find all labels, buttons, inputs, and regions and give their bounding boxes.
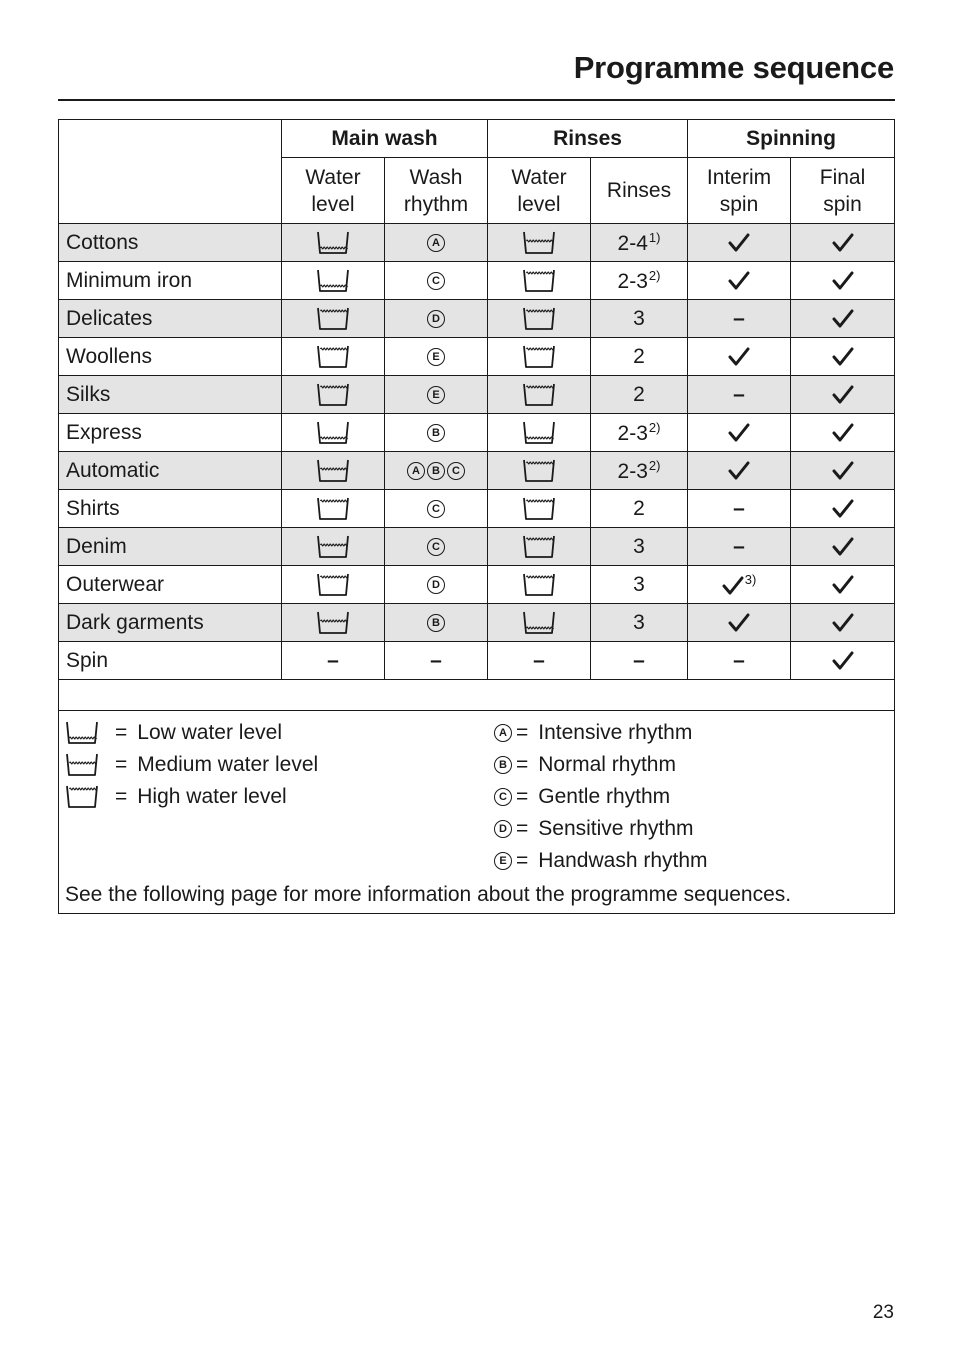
group-header-spinning: Spinning bbox=[688, 120, 895, 158]
rinses-count: 2 bbox=[633, 496, 645, 520]
legend-label: Medium water level bbox=[137, 753, 319, 776]
check-icon bbox=[832, 347, 854, 367]
rinses-count: 2-3 bbox=[617, 269, 648, 293]
programme-name: Cottons bbox=[59, 224, 282, 262]
high-water-level-icon bbox=[65, 784, 99, 810]
check-icon bbox=[728, 271, 750, 291]
rinses-count: 3 bbox=[633, 306, 645, 330]
rinse-water-level-cell bbox=[488, 262, 591, 300]
final-spin-cell bbox=[791, 604, 895, 642]
programme-name: Silks bbox=[59, 376, 282, 414]
high-water-level-icon bbox=[522, 496, 556, 522]
programme-name: Minimum iron bbox=[59, 262, 282, 300]
table-row bbox=[59, 414, 895, 452]
legend-rhythms bbox=[493, 717, 708, 877]
rinses-count: 2-3 bbox=[617, 459, 648, 483]
subheader-water-level bbox=[282, 158, 385, 224]
final-spin-cell bbox=[791, 566, 895, 604]
legend-note: See the following page for more information about the programme sequences. bbox=[65, 883, 792, 906]
rinse-water-level-cell bbox=[488, 452, 591, 490]
wash-water-level-cell bbox=[282, 262, 385, 300]
final-spin-cell bbox=[791, 262, 895, 300]
programme-name: Shirts bbox=[59, 490, 282, 528]
rinses-count: 2-3 bbox=[617, 421, 648, 445]
interim-spin-cell bbox=[688, 452, 791, 490]
dash-symbol: – bbox=[733, 648, 745, 672]
final-spin-cell bbox=[791, 490, 895, 528]
high-water-level-icon bbox=[316, 382, 350, 408]
rinse-water-level-cell bbox=[488, 528, 591, 566]
rhythm-b-icon: B bbox=[427, 424, 445, 442]
rinses-count-cell bbox=[591, 262, 688, 300]
footnote-marker: 3) bbox=[744, 571, 757, 587]
final-spin-cell bbox=[791, 528, 895, 566]
rhythm-b-icon: B bbox=[494, 756, 512, 774]
interim-spin-cell bbox=[688, 604, 791, 642]
equals-sign: = bbox=[516, 849, 529, 872]
footnote-marker: 2) bbox=[648, 457, 661, 473]
dash-symbol: – bbox=[430, 648, 442, 672]
legend-label: Handwash rhythm bbox=[538, 849, 708, 872]
legend bbox=[59, 711, 895, 914]
rhythm-d-icon: D bbox=[494, 820, 512, 838]
rhythm-a-icon: A bbox=[407, 462, 425, 480]
wash-water-level-cell bbox=[282, 300, 385, 338]
equals-sign: = bbox=[516, 785, 529, 808]
table-row bbox=[59, 490, 895, 528]
rhythm-c-icon: C bbox=[494, 788, 512, 806]
wash-rhythm-cell bbox=[385, 490, 488, 528]
medium-water-level-icon bbox=[316, 610, 350, 636]
table-row bbox=[59, 338, 895, 376]
interim-spin-cell bbox=[688, 262, 791, 300]
interim-spin-cell bbox=[688, 300, 791, 338]
low-water-level-icon bbox=[522, 610, 556, 636]
wash-rhythm-cell bbox=[385, 642, 488, 680]
dash-symbol: – bbox=[733, 382, 745, 406]
medium-water-level-icon bbox=[65, 752, 99, 778]
rinses-count-cell bbox=[591, 528, 688, 566]
high-water-level-icon bbox=[522, 572, 556, 598]
check-icon bbox=[832, 423, 854, 443]
high-water-level-icon bbox=[522, 458, 556, 484]
rinses-count: 3 bbox=[633, 610, 645, 634]
table-row bbox=[59, 224, 895, 262]
rinses-count-cell bbox=[591, 414, 688, 452]
high-water-level-icon bbox=[522, 534, 556, 560]
equals-sign: = bbox=[115, 721, 128, 744]
low-water-level-icon bbox=[316, 268, 350, 294]
high-water-level-icon bbox=[522, 382, 556, 408]
wash-rhythm-cell bbox=[385, 300, 488, 338]
group-header-rinses: Rinses bbox=[488, 120, 688, 158]
check-icon bbox=[832, 613, 854, 633]
interim-spin-cell bbox=[688, 414, 791, 452]
table-row bbox=[59, 452, 895, 490]
check-icon bbox=[832, 651, 854, 671]
wash-water-level-cell bbox=[282, 642, 385, 680]
wash-rhythm-cell bbox=[385, 414, 488, 452]
wash-rhythm-cell bbox=[385, 452, 488, 490]
high-water-level-icon bbox=[316, 306, 350, 332]
wash-water-level-cell bbox=[282, 414, 385, 452]
table-row bbox=[59, 528, 895, 566]
wash-rhythm-cell bbox=[385, 604, 488, 642]
subheader-line: Water bbox=[511, 165, 567, 189]
legend-water-levels bbox=[65, 717, 318, 813]
final-spin-cell bbox=[791, 376, 895, 414]
title-rule bbox=[58, 99, 895, 101]
rinse-water-level-cell bbox=[488, 224, 591, 262]
wash-water-level-cell bbox=[282, 376, 385, 414]
table-row bbox=[59, 642, 895, 680]
legend-item bbox=[65, 717, 318, 749]
rhythm-c-icon: C bbox=[427, 500, 445, 518]
subheader-line: Wash bbox=[409, 165, 463, 189]
interim-spin-cell bbox=[688, 224, 791, 262]
rinses-count-cell bbox=[591, 604, 688, 642]
high-water-level-icon bbox=[522, 268, 556, 294]
page-title: Programme sequence bbox=[573, 50, 894, 85]
rinses-count-cell bbox=[591, 566, 688, 604]
check-icon bbox=[832, 271, 854, 291]
final-spin-cell bbox=[791, 642, 895, 680]
page-number: 23 bbox=[872, 1302, 894, 1323]
rinses-count: 2 bbox=[633, 344, 645, 368]
dash-symbol: – bbox=[733, 306, 745, 330]
footnote-marker: 1) bbox=[648, 229, 661, 245]
subheader-rinses bbox=[591, 158, 688, 224]
rinses-count-cell bbox=[591, 642, 688, 680]
interim-spin-cell bbox=[688, 490, 791, 528]
interim-spin-cell bbox=[688, 566, 791, 604]
legend-label: Intensive rhythm bbox=[538, 721, 693, 744]
high-water-level-icon bbox=[316, 496, 350, 522]
check-icon bbox=[832, 309, 854, 329]
high-water-level-icon bbox=[522, 344, 556, 370]
dash-symbol: – bbox=[327, 648, 339, 672]
rhythm-e-icon: E bbox=[427, 386, 445, 404]
rinses-count: 2 bbox=[633, 382, 645, 406]
rhythm-b-icon: B bbox=[427, 614, 445, 632]
legend-label: Normal rhythm bbox=[538, 753, 676, 776]
equals-sign: = bbox=[516, 721, 529, 744]
group-header-main-wash: Main wash bbox=[282, 120, 488, 158]
rinse-water-level-cell bbox=[488, 490, 591, 528]
check-icon bbox=[728, 613, 750, 633]
rinses-count: 2-4 bbox=[617, 231, 648, 255]
legend-item bbox=[493, 845, 708, 877]
interim-spin-cell bbox=[688, 528, 791, 566]
legend-item bbox=[493, 749, 708, 781]
legend-label: Low water level bbox=[137, 721, 282, 744]
rinse-water-level-cell bbox=[488, 338, 591, 376]
dash-symbol: – bbox=[533, 648, 545, 672]
wash-water-level-cell bbox=[282, 224, 385, 262]
rinse-water-level-cell bbox=[488, 604, 591, 642]
rinse-water-level-cell bbox=[488, 300, 591, 338]
subheader-interim-spin bbox=[688, 158, 791, 224]
equals-sign: = bbox=[516, 817, 529, 840]
programme-name: Woollens bbox=[59, 338, 282, 376]
low-water-level-icon bbox=[65, 720, 99, 746]
dash-symbol: – bbox=[733, 534, 745, 558]
subheader-final-spin bbox=[791, 158, 895, 224]
check-icon bbox=[832, 537, 854, 557]
programme-table bbox=[58, 119, 895, 914]
programme-name: Dark garments bbox=[59, 604, 282, 642]
legend-item bbox=[493, 781, 708, 813]
check-icon bbox=[728, 423, 750, 443]
rinse-water-level-cell bbox=[488, 642, 591, 680]
medium-water-level-icon bbox=[316, 458, 350, 484]
subheader-line: Final bbox=[819, 165, 866, 189]
rhythm-a-icon: A bbox=[494, 724, 512, 742]
subheader-line: Rinses bbox=[606, 179, 672, 202]
final-spin-cell bbox=[791, 452, 895, 490]
check-icon bbox=[722, 576, 744, 596]
wash-rhythm-cell bbox=[385, 528, 488, 566]
rinse-water-level-cell bbox=[488, 376, 591, 414]
rhythm-b-icon: B bbox=[427, 462, 445, 480]
legend-item bbox=[65, 781, 318, 813]
interim-spin-cell bbox=[688, 338, 791, 376]
equals-sign: = bbox=[516, 753, 529, 776]
high-water-level-icon bbox=[316, 344, 350, 370]
wash-water-level-cell bbox=[282, 604, 385, 642]
subheader-line: Interim bbox=[706, 165, 772, 189]
rinses-count: 3 bbox=[633, 534, 645, 558]
wash-water-level-cell bbox=[282, 528, 385, 566]
check-icon bbox=[832, 385, 854, 405]
programme-name: Outerwear bbox=[59, 566, 282, 604]
equals-sign: = bbox=[115, 785, 128, 808]
check-icon bbox=[832, 233, 854, 253]
check-icon bbox=[832, 499, 854, 519]
footnote-marker: 2) bbox=[648, 267, 661, 283]
spacer-row bbox=[59, 680, 895, 711]
legend-label: Gentle rhythm bbox=[538, 785, 671, 808]
dash-symbol: – bbox=[733, 496, 745, 520]
rhythm-c-icon: C bbox=[447, 462, 465, 480]
final-spin-cell bbox=[791, 414, 895, 452]
subheader-line: Water bbox=[305, 165, 361, 189]
legend-label: Sensitive rhythm bbox=[538, 817, 694, 840]
rhythm-c-icon: C bbox=[427, 272, 445, 290]
rhythm-e-icon: E bbox=[427, 348, 445, 366]
subheader-line: level bbox=[311, 192, 355, 216]
medium-water-level-icon bbox=[522, 230, 556, 256]
check-icon bbox=[728, 347, 750, 367]
table-row bbox=[59, 566, 895, 604]
programme-name: Express bbox=[59, 414, 282, 452]
programme-name: Denim bbox=[59, 528, 282, 566]
programme-name: Automatic bbox=[59, 452, 282, 490]
corner-cell bbox=[59, 120, 282, 224]
wash-water-level-cell bbox=[282, 452, 385, 490]
subheader-line: rhythm bbox=[403, 192, 469, 216]
rhythm-d-icon: D bbox=[427, 576, 445, 594]
rinses-count: 3 bbox=[633, 572, 645, 596]
check-icon bbox=[832, 575, 854, 595]
rhythm-a-icon: A bbox=[427, 234, 445, 252]
table-row bbox=[59, 376, 895, 414]
rinses-count-cell bbox=[591, 338, 688, 376]
low-water-level-icon bbox=[316, 230, 350, 256]
low-water-level-icon bbox=[316, 420, 350, 446]
medium-water-level-icon bbox=[316, 534, 350, 560]
wash-rhythm-cell bbox=[385, 376, 488, 414]
equals-sign: = bbox=[115, 753, 128, 776]
wash-rhythm-cell bbox=[385, 338, 488, 376]
rinse-water-level-cell bbox=[488, 566, 591, 604]
subheader-line: spin bbox=[719, 192, 759, 216]
subheader-wash-rhythm bbox=[385, 158, 488, 224]
rhythm-c-icon: C bbox=[427, 538, 445, 556]
high-water-level-icon bbox=[522, 306, 556, 332]
check-icon bbox=[728, 233, 750, 253]
rinses-count-cell bbox=[591, 376, 688, 414]
footnote-marker: 2) bbox=[648, 419, 661, 435]
rinses-count: – bbox=[633, 648, 645, 672]
rinses-count-cell bbox=[591, 490, 688, 528]
table-row bbox=[59, 262, 895, 300]
low-water-level-icon bbox=[522, 420, 556, 446]
legend-item bbox=[493, 717, 708, 749]
legend-item bbox=[493, 813, 708, 845]
interim-spin-cell bbox=[688, 642, 791, 680]
rhythm-d-icon: D bbox=[427, 310, 445, 328]
final-spin-cell bbox=[791, 224, 895, 262]
check-icon bbox=[832, 461, 854, 481]
programme-name: Spin bbox=[59, 642, 282, 680]
wash-water-level-cell bbox=[282, 566, 385, 604]
subheader-line: spin bbox=[823, 192, 862, 216]
rinses-count-cell bbox=[591, 224, 688, 262]
subheader-rinse-water-level bbox=[488, 158, 591, 224]
rinses-count-cell bbox=[591, 300, 688, 338]
final-spin-cell bbox=[791, 338, 895, 376]
wash-water-level-cell bbox=[282, 490, 385, 528]
wash-rhythm-cell bbox=[385, 566, 488, 604]
high-water-level-icon bbox=[316, 572, 350, 598]
legend-item bbox=[65, 749, 318, 781]
wash-water-level-cell bbox=[282, 338, 385, 376]
rhythm-e-icon: E bbox=[494, 852, 512, 870]
subheader-line: level bbox=[517, 192, 561, 216]
table-row bbox=[59, 300, 895, 338]
wash-rhythm-cell bbox=[385, 224, 488, 262]
final-spin-cell bbox=[791, 300, 895, 338]
rinses-count-cell bbox=[591, 452, 688, 490]
programme-name: Delicates bbox=[59, 300, 282, 338]
interim-spin-cell bbox=[688, 376, 791, 414]
wash-rhythm-cell bbox=[385, 262, 488, 300]
check-icon bbox=[728, 461, 750, 481]
table-row bbox=[59, 604, 895, 642]
rinse-water-level-cell bbox=[488, 414, 591, 452]
legend-label: High water level bbox=[137, 785, 287, 808]
